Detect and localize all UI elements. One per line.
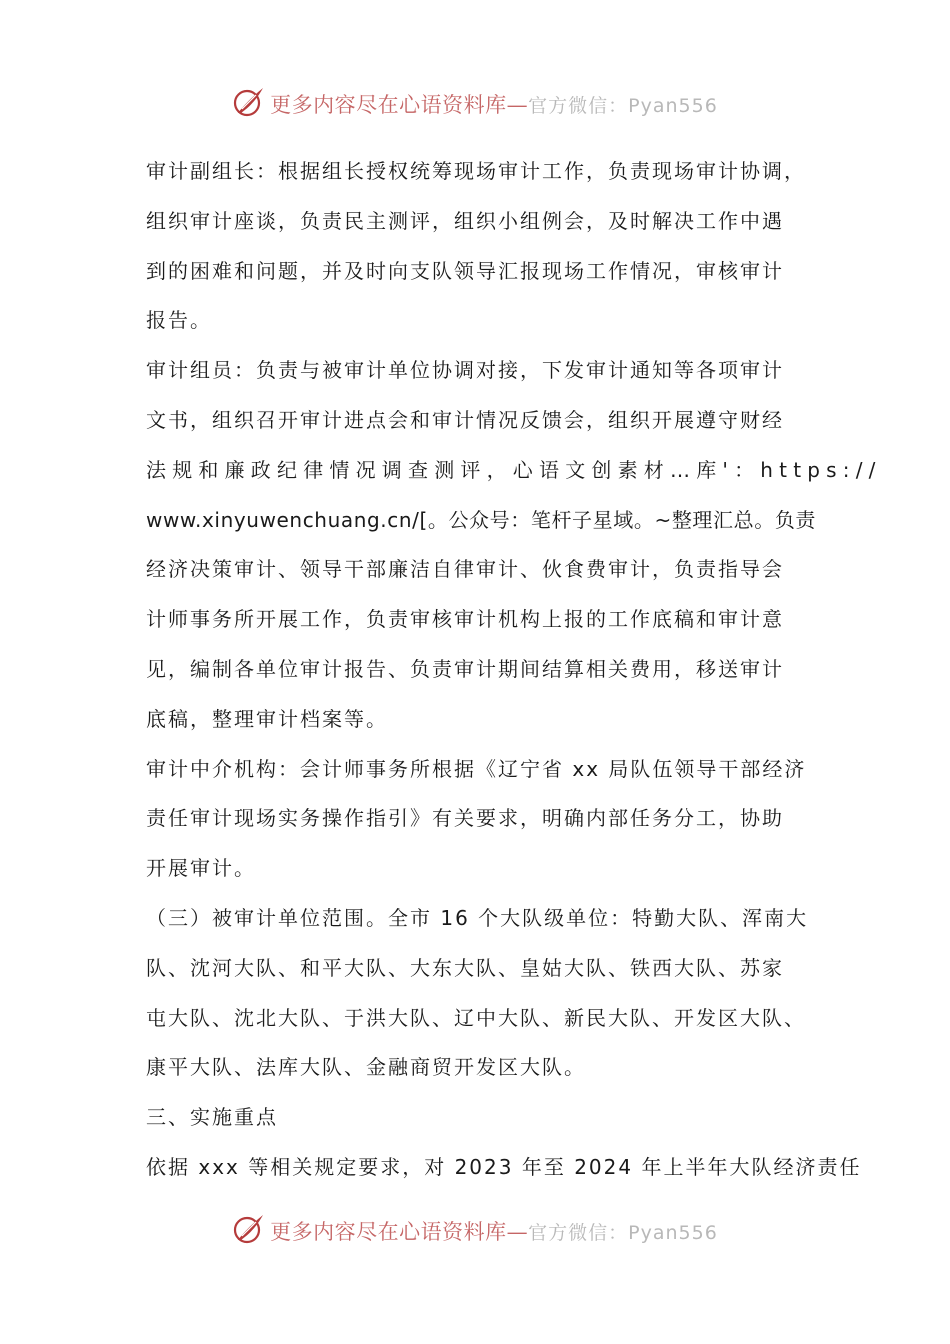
header-banner [0,82,950,126]
text-line: 计师事务所开展工作，负责审核审计机构上报的工作底稿和审计意 [146,607,784,632]
document-body [146,147,882,1193]
text-line: 队、沈河大队、和平大队、大东大队、皇姑大队、铁西大队、苏家 [146,955,784,980]
text-line: 责任审计现场实务操作指引》有关要求，明确内部任务分工，协助 [146,806,784,831]
text-line: 报告。 [146,308,212,333]
text-line: 法规和廉政纪律情况调查测评，心语文创素材…库'：https:// [146,457,882,482]
text-line: 见，编制各单位审计报告、负责审计期间结算相关费用，移送审计 [146,656,784,681]
quill-logo-icon [232,1212,266,1246]
text-line: 组织审计座谈，负责民主测评，组织小组例会，及时解决工作中遇 [146,208,784,233]
text-line: 审计组员：负责与被审计单位协调对接，下发审计通知等各项审计 [146,358,784,383]
section-heading: 三、实施重点 [146,1105,278,1130]
text-line: www.xinyuwenchuang.cn/[。公众号：笔杆子星域。~整理汇总。负责 [146,507,817,532]
text-line: 屯大队、沈北大队、于洪大队、辽中大队、新民大队、开发区大队、 [146,1005,806,1030]
banner-text: 更多内容尽在心语资料库— [270,93,529,117]
text-line: 审计中介机构：会计师事务所根据《辽宁省 xx 局队伍领导干部经济 [146,756,807,781]
text-line: 康平大队、法库大队、金融商贸开发区大队。 [146,1055,586,1080]
text-line: （三）被审计单位范围。全市 16 个大队级单位：特勤大队、浑南大 [146,905,809,930]
text-line: 文书，组织召开审计进点会和审计情况反馈会，组织开展遵守财经 [146,407,784,432]
banner-contact: 官方微信：Pyan556 [528,94,718,117]
quill-logo-icon [232,85,266,119]
text-line: 经济决策审计、领导干部廉洁自律审计、伙食费审计，负责指导会 [146,557,784,582]
footer-banner [0,1209,950,1253]
text-line: 开展审计。 [146,856,256,881]
banner-contact: 官方微信：Pyan556 [528,1221,718,1244]
text-line: 审计副组长：根据组长授权统筹现场审计工作，负责现场审计协调， [146,159,806,183]
banner-text: 更多内容尽在心语资料库— [270,1220,529,1244]
text-line: 底稿，整理审计档案等。 [146,706,388,731]
text-line: 到的困难和问题，并及时向支队领导汇报现场工作情况，审核审计 [146,258,784,283]
text-line: 依据 xxx 等相关规定要求，对 2023 年至 2024 年上半年大队经济责任 [146,1154,862,1179]
